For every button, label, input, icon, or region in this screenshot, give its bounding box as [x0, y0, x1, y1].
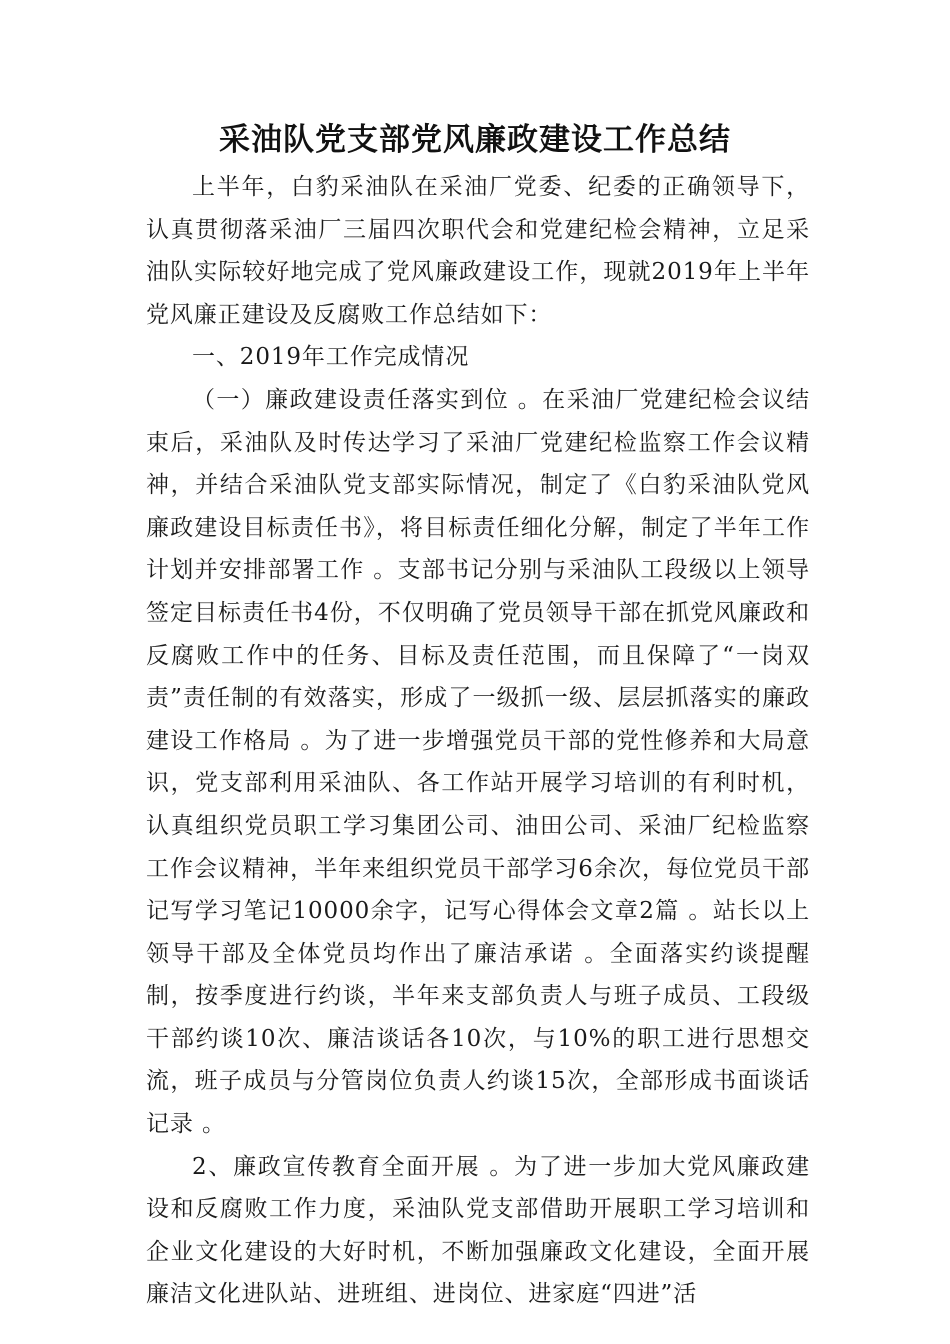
paragraph-education: 2、廉政宣传教育全面开展 。为了进一步加大党风廉政建设和反腐败工作力度，采油队党支部借助开展职工学习培训和企业文化建设的大好时机，不断加强廉政文化建设，全面开展廉洁文化进队站、进班组、进岗位、进家庭“四进”活 — [146, 1153, 810, 1308]
paragraph-intro: 上半年，白豹采油队在采油厂党委、纪委的正确领导下，认真贯彻落采油厂三届四次职代会和党建纪检会精神，立足采油队实际较好地完成了党风廉政建设工作，现就2019年上半年党风廉正建设及反腐败工作总结如下： — [146, 174, 810, 328]
document-body — [146, 166, 810, 1316]
paragraph-responsibility: （一）廉政建设责任落实到位 。在采油厂党建纪检会议结束后，采油队及时传达学习了采油厂党建纪检监察工作会议精神，并结合采油队党支部实际情况，制定了《白豹采油队党风廉政建设目标责任书》，将目标责任细化分解，制定了半年工作计划并安排部署工作 。支部书记分别与采油队工段级以上领导签定目标责任书4份，不仅明确了党员领导干部在抓党风廉政和反腐败工作中的任务、目标及责任范围，而且保障了“一岗双责”责任制的有效落实，形成了一级抓一级、层层抓落实的廉政建设工作格局 。为了进一步增强党员干部的党性修养和大局意识，党支部利用采油队、各工作站开展学习培训的有利时机，认真组织党员职工学习集团公司、油田公司、采油厂纪检监察工作会议精神，半年来组织党员干部学习6余次，每位党员干部记写学习笔记10000余字，记写心得体会文章2篇 。站长以上领导干部及全体党员均作出了廉洁承诺 。全面落实约谈提醒制，按季度进行约谈，半年来支部负责人与班子成员、工段级干部约谈10次、廉洁谈话各10次，与10%的职工进行思想交流，班子成员与分管岗位负责人约谈15次，全部形成书面谈话记录 。 — [146, 386, 810, 1138]
document-title: 采油队党支部党风廉政建设工作总结 — [219, 122, 731, 158]
section-heading: 一、2019年工作完成情况 — [192, 344, 470, 371]
